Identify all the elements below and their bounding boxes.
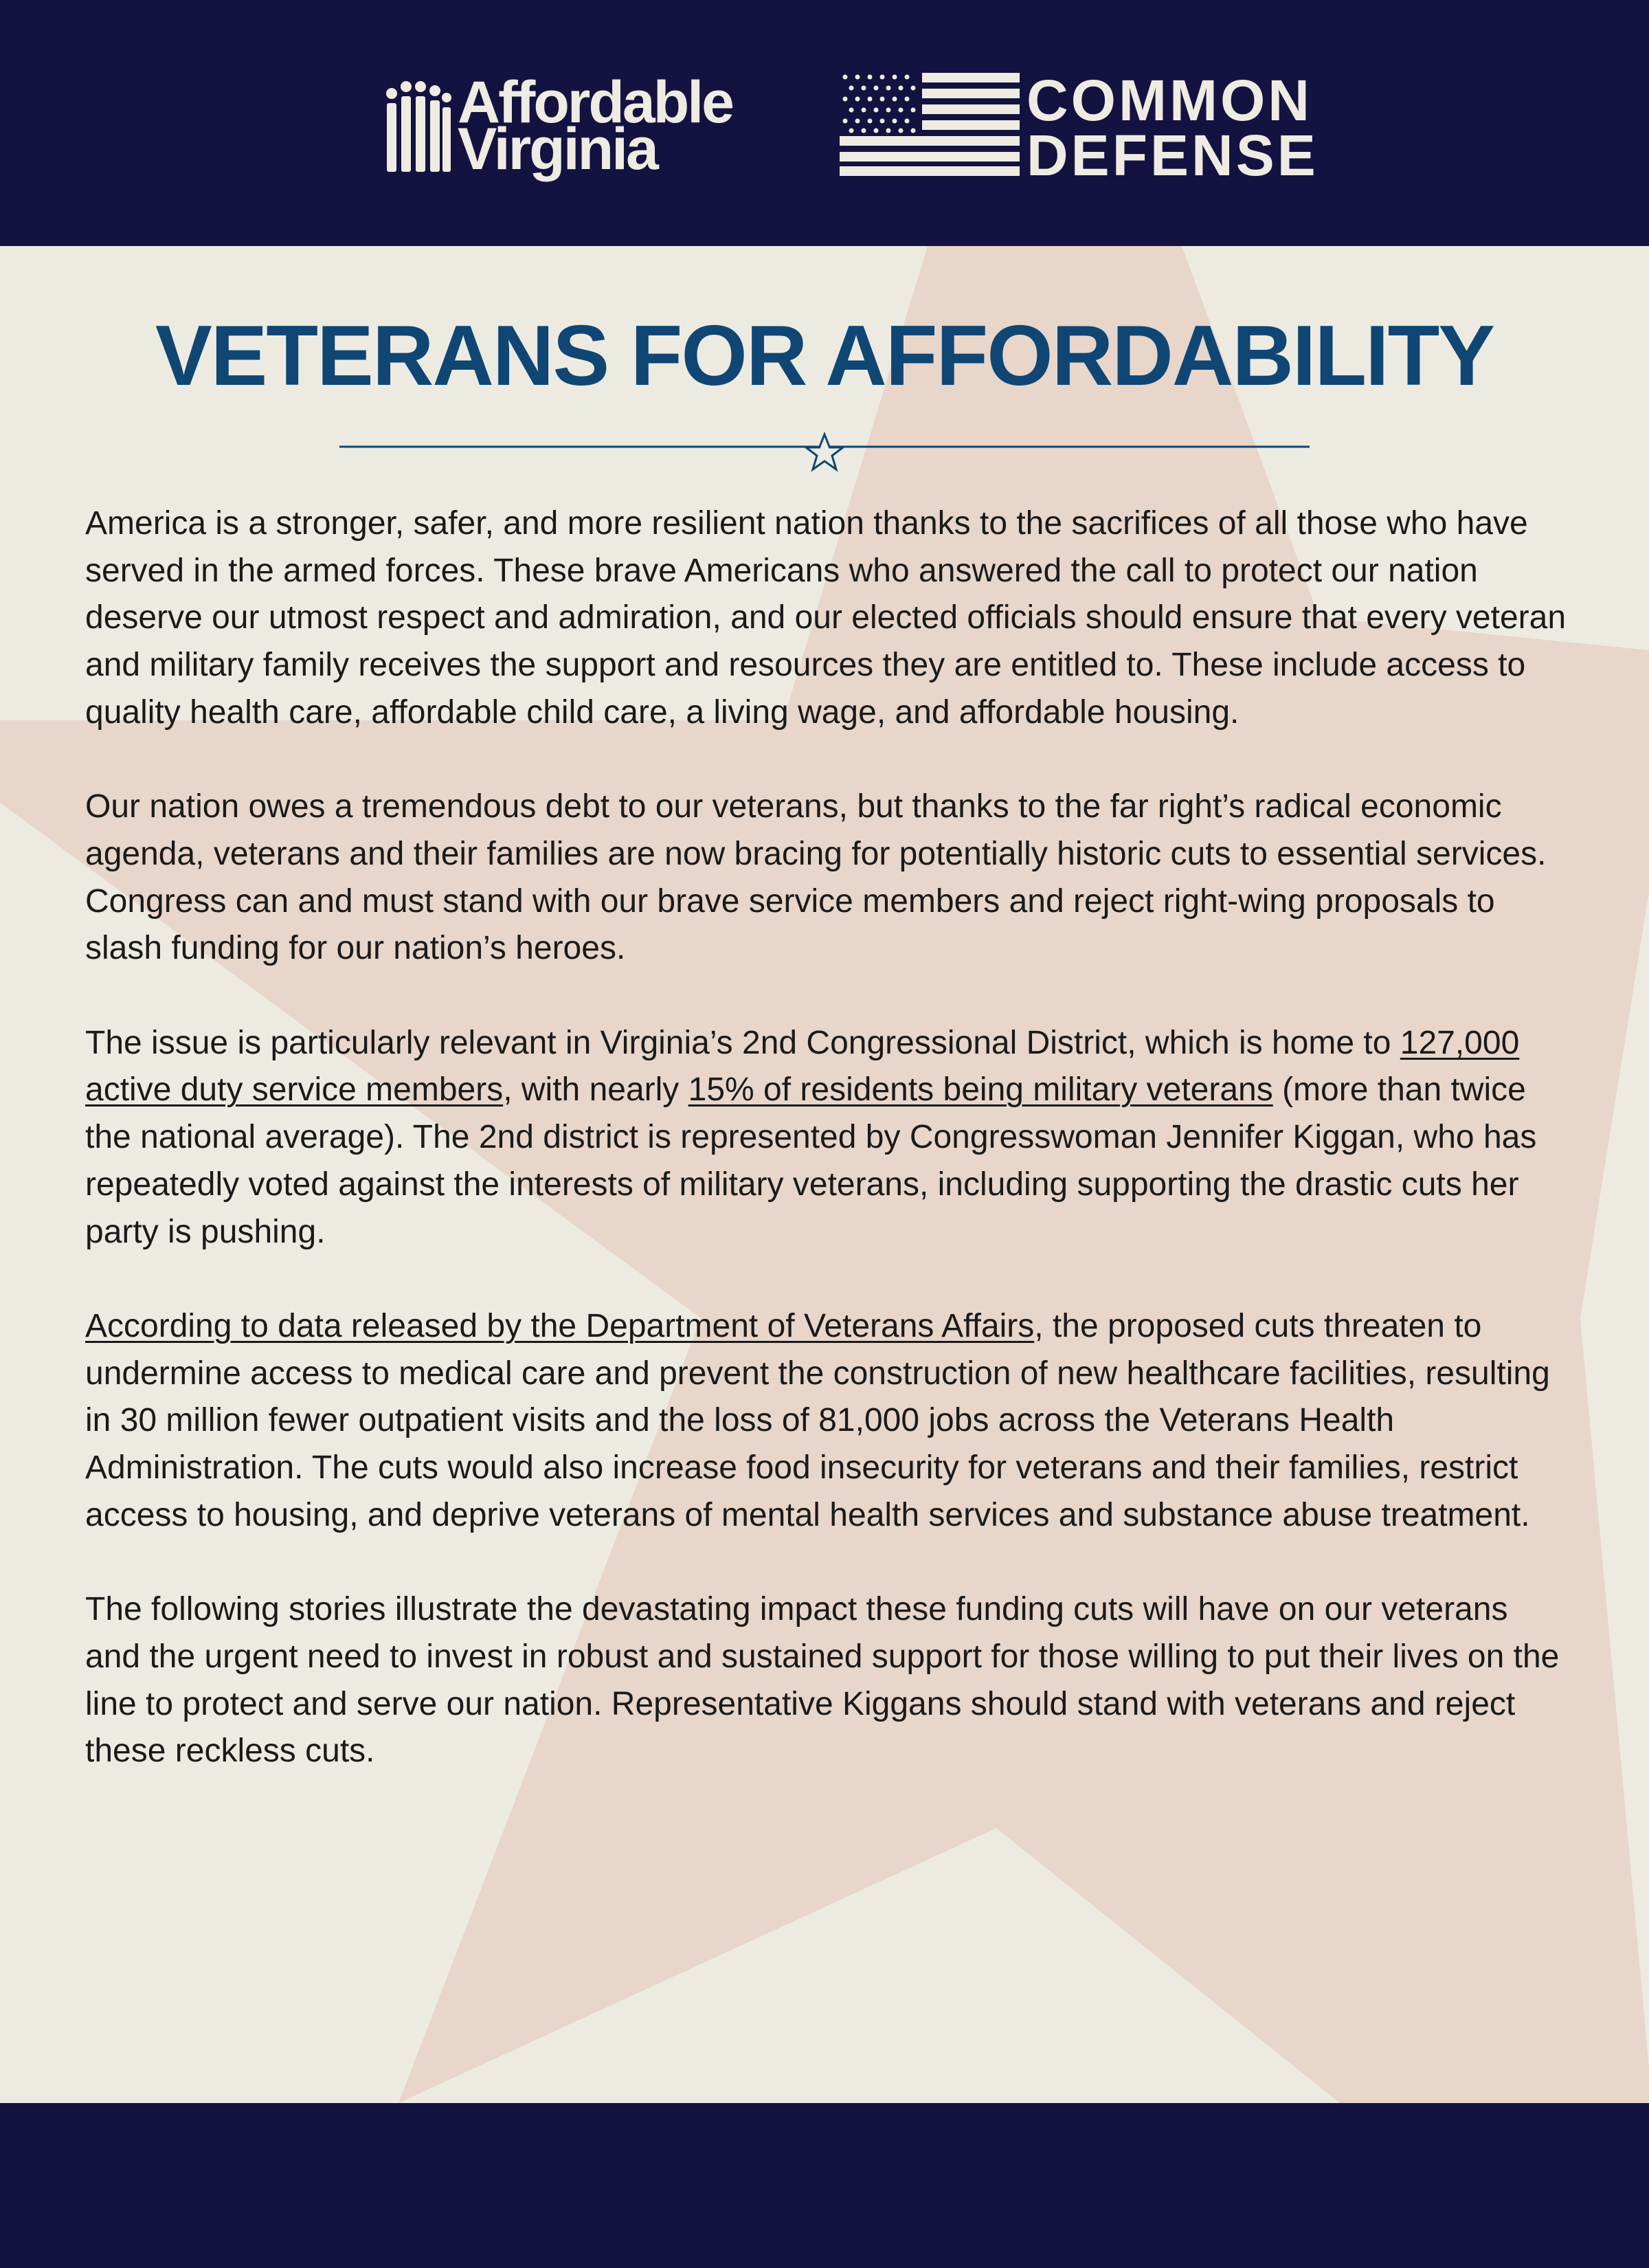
affordable-virginia-logo	[385, 71, 770, 181]
paragraph-3	[85, 1020, 1569, 1256]
paragraph-3-intro: The issue is particularly relevant in Virginia’s 2nd Congressional District, which is home to	[85, 1024, 1400, 1061]
page-header	[0, 0, 1649, 246]
star-outline-icon	[806, 434, 843, 469]
logo-defense-text: DEFENSE	[1027, 123, 1319, 188]
paragraph-3-rest: (more than twice the national average). The 2nd district is represented by Congresswoman Jennifer Kiggan, who has repeatedly voted against the interests of military veterans, including supporting the drastic cuts her party is pushing.	[85, 1071, 1537, 1250]
link-active-duty-members[interactable]: 127,000 active duty service members	[85, 1024, 1520, 1109]
link-military-veterans-share[interactable]: 15% of residents being military veterans	[688, 1071, 1273, 1109]
page-footer	[0, 2103, 1649, 2268]
paragraph-4	[85, 1303, 1569, 1539]
page-title: VETERANS FOR AFFORDABILITY	[155, 309, 1494, 403]
logo-common-text: COMMON	[1027, 68, 1312, 133]
logo-affordable-text: Affordable	[458, 69, 732, 135]
paragraph-2: Our nation owes a tremendous debt to our veterans, but thanks to the far right’s radical economic agenda, veterans and their families are now bracing for potentially historic cuts to essential services. Congress can and must stand with our brave service members and reject right-wing proposals to slash funding for our nation’s heroes.	[85, 788, 1547, 967]
paragraph-4-rest: , the proposed cuts threaten to undermine access to medical care and prevent the construction of new healthcare facilities, resulting in 30 million fewer outpatient visits and the loss of 81,000 jobs across the Veterans Health Administration. The cuts would also increase food insecurity for veterans and their families, restrict access to housing, and deprive veterans of mental health services and substance abuse treatment.	[85, 1307, 1550, 1533]
paragraph-3-between: , with nearly	[503, 1071, 688, 1109]
paragraph-5: The following stories illustrate the devastating impact these funding cuts will have on our veterans and the urgent need to invest in robust and sustained support for those willing to put their lives on the line to protect and serve our nation. Representative Kiggans should stand with veterans and reject these reckless cuts.	[85, 1591, 1560, 1770]
common-defense-logo	[840, 68, 1334, 188]
body-text	[85, 500, 1569, 1823]
us-flag-icon	[840, 73, 1020, 176]
affordable-virginia-logo-icon	[385, 81, 452, 172]
link-va-data[interactable]: According to data released by the Department of Veterans Affairs	[85, 1307, 1035, 1344]
paragraph-1: America is a stronger, safer, and more resilient nation thanks to the sacrifices of all those who have served in the armed forces. These brave Americans who answered the call to protect our nation deserve our utmost respect and admiration, and our elected officials should ensure that every veteran and military family receives the support and resources they are entitled to. These include access to quality health care, affordable child care, a living wage, and affordable housing.	[85, 505, 1567, 731]
title-divider	[339, 432, 1310, 480]
logo-virginia-text: Virginia	[458, 116, 657, 182]
